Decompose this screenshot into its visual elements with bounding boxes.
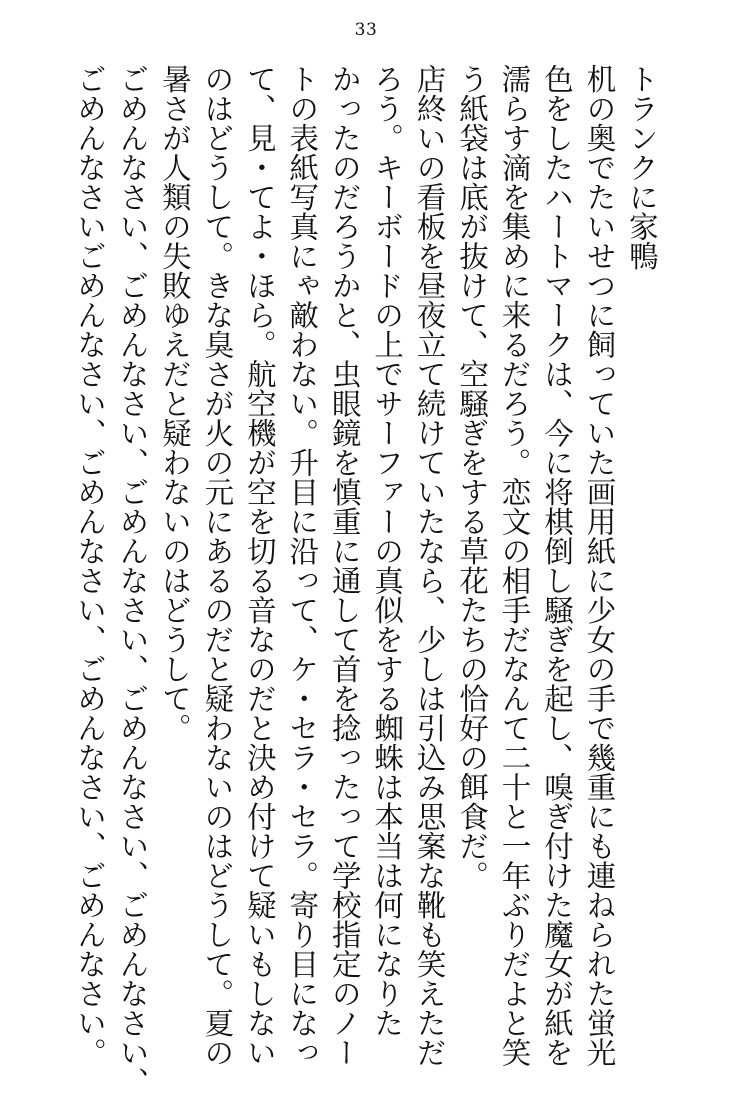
text-column: 店終いの看板を昼夜立て続けていたなら、少しは引込み思案な靴も笑えただ — [412, 64, 447, 1067]
text-column: 机の奥でたいせつに飼っていた画用紙に少女の手で幾重にも連ねられた蛍光 — [582, 64, 617, 1067]
story-title: トランクに家鴨 — [624, 64, 659, 271]
vertical-text-body — [70, 64, 662, 1097]
text-column: て、見・てよ・ほら。航空機が空を切る音なのだと決め付けて疑いもしない — [242, 64, 277, 1067]
text-column: のはどうして。きな臭さが火の元にあるのだと疑わないのはどうして。夏の — [200, 64, 235, 1067]
text-column: 暑さが人類の失敗ゆえだと疑わないのはどうして。 — [157, 64, 192, 743]
text-column: う紙袋は底が抜けて、空騒ぎをする草花たちの恰好の餌食だ。 — [455, 64, 490, 890]
text-column: トの表紙写真にゃ敵わない。升目に沿って、ケ・セラ・セラ。寄り目になっ — [285, 64, 320, 1067]
text-column: かったのだろうかと、虫眼鏡を慎重に通して首を捻ったって学校指定のノー — [327, 64, 362, 1067]
text-column: ごめんなさいごめんなさい、ごめんなさい、ごめんなさい、ごめんなさい。 — [73, 64, 107, 1067]
text-column: 色をしたハートマークは、今に将棋倒し騒ぎを起し、嗅ぎ付けた魔女が紙を — [539, 64, 574, 1067]
text-column: 濡らす滴を集めに来るだろう。恋文の相手だなんて二十と一年ぶりだよと笑 — [497, 64, 532, 1067]
text-column: ろう。キーボードの上でサーファーの真似をする蜘蛛は本当は何になりた — [370, 64, 405, 1038]
page-number: 33 — [354, 20, 378, 40]
text-column: ごめんなさい、ごめんなさい、ごめんなさい、ごめんなさい、ごめんなさい、 — [115, 64, 150, 1097]
